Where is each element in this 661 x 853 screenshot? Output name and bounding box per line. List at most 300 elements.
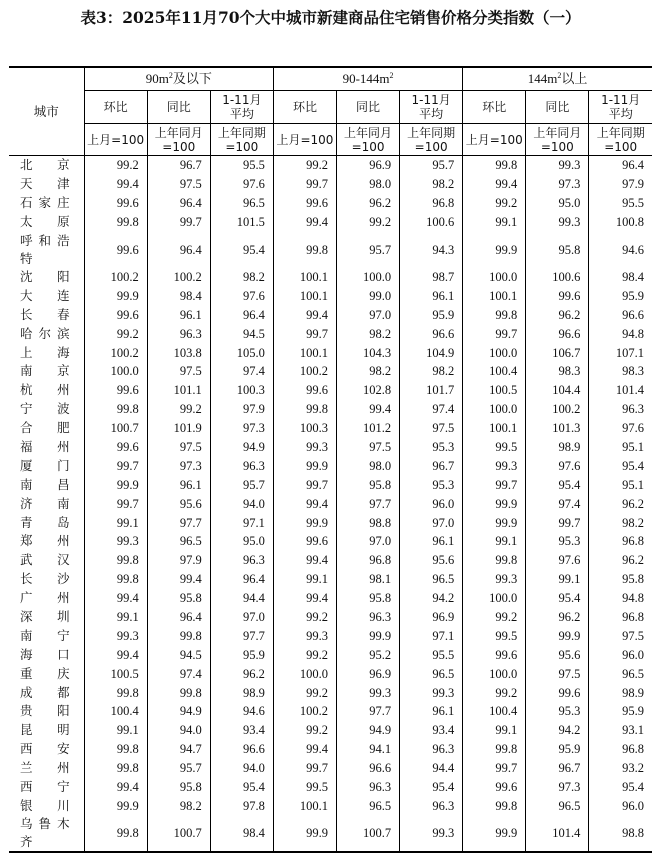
index-value: 100.2: [84, 268, 147, 287]
table-row: [9, 232, 652, 268]
index-value: 97.3: [210, 419, 273, 438]
city-name: 西 安: [9, 740, 84, 759]
city-name: 武 汉: [9, 551, 84, 570]
index-value: 101.3: [526, 419, 589, 438]
index-value: 99.8: [84, 551, 147, 570]
index-value: 99.6: [463, 778, 526, 797]
base-last-year-period: [400, 124, 463, 156]
index-value: 99.9: [337, 626, 400, 645]
index-value: 96.6: [526, 324, 589, 343]
index-value: 99.1: [526, 570, 589, 589]
index-value: 99.2: [273, 608, 336, 627]
index-value: 94.0: [210, 759, 273, 778]
index-value: 98.8: [589, 815, 652, 852]
index-value: 99.9: [463, 232, 526, 268]
table-row: [9, 645, 652, 664]
index-value: 100.2: [526, 400, 589, 419]
index-value: 99.2: [273, 156, 336, 175]
index-value: 95.9: [589, 702, 652, 721]
index-value: 100.6: [400, 213, 463, 232]
index-value: 99.1: [84, 513, 147, 532]
index-value: 100.4: [84, 702, 147, 721]
index-value: 99.6: [84, 305, 147, 324]
index-value: 96.2: [526, 305, 589, 324]
index-value: 97.6: [589, 419, 652, 438]
index-value: 100.0: [463, 664, 526, 683]
city-name: 天 津: [9, 175, 84, 194]
index-value: 99.4: [84, 589, 147, 608]
city-name: 青 岛: [9, 513, 84, 532]
city-name: 济 南: [9, 494, 84, 513]
index-value: 95.8: [337, 589, 400, 608]
base-label-line: 上年同月: [154, 125, 203, 140]
table-row: [9, 570, 652, 589]
index-value: 103.8: [147, 343, 210, 362]
city-name: 海 口: [9, 645, 84, 664]
index-value: 97.9: [210, 400, 273, 419]
table-row: [9, 702, 652, 721]
index-value: 96.1: [400, 702, 463, 721]
index-value: 96.3: [147, 324, 210, 343]
ytd-avg-header: [400, 91, 463, 124]
index-value: 99.7: [526, 513, 589, 532]
index-value: 99.4: [273, 305, 336, 324]
index-value: 99.9: [273, 815, 336, 852]
index-value: 99.3: [84, 532, 147, 551]
index-value: 100.3: [210, 381, 273, 400]
index-value: 95.0: [210, 532, 273, 551]
group-header-90-below: [84, 67, 273, 91]
index-value: 96.8: [400, 194, 463, 213]
base-label-line: 上年同月: [533, 125, 582, 140]
index-value: 94.9: [210, 438, 273, 457]
group-label: 90-144m: [342, 71, 390, 86]
index-value: 94.5: [147, 645, 210, 664]
city-name: 杭 州: [9, 381, 84, 400]
table-row: [9, 343, 652, 362]
index-value: 98.9: [589, 683, 652, 702]
index-value: 96.2: [210, 664, 273, 683]
index-value: 101.4: [526, 815, 589, 852]
index-value: 98.2: [400, 175, 463, 194]
index-value: 100.4: [463, 702, 526, 721]
index-value: 99.3: [337, 683, 400, 702]
index-value: 94.4: [400, 759, 463, 778]
index-value: 97.9: [147, 551, 210, 570]
city-name: 成 都: [9, 683, 84, 702]
index-value: 96.7: [400, 456, 463, 475]
index-value: 104.3: [337, 343, 400, 362]
index-value: 101.2: [337, 419, 400, 438]
header-row-sublabels: [9, 91, 652, 124]
index-value: 100.2: [84, 343, 147, 362]
index-value: 100.2: [273, 362, 336, 381]
index-value: 98.2: [589, 513, 652, 532]
index-value: 99.6: [84, 381, 147, 400]
group-suffix: 及以下: [172, 71, 212, 86]
index-value: 99.3: [273, 438, 336, 457]
index-value: 96.3: [589, 400, 652, 419]
index-value: 99.8: [84, 570, 147, 589]
table-row: [9, 362, 652, 381]
index-value: 100.1: [273, 797, 336, 816]
index-value: 99.6: [463, 645, 526, 664]
base-label-line: 上年同期: [407, 125, 456, 140]
index-value: 99.0: [337, 286, 400, 305]
city-name: 北 京: [9, 156, 84, 175]
base-label-line: 上年同期: [217, 125, 266, 140]
index-value: 96.5: [337, 797, 400, 816]
ytd-avg-header: [210, 91, 273, 124]
index-value: 96.6: [337, 759, 400, 778]
index-value: 97.4: [210, 362, 273, 381]
index-value: 98.2: [337, 324, 400, 343]
index-value: 97.5: [147, 175, 210, 194]
index-value: 104.9: [400, 343, 463, 362]
header-label-line: 同比: [545, 100, 570, 114]
table-row: [9, 381, 652, 400]
index-value: 97.0: [210, 608, 273, 627]
index-value: 100.2: [147, 268, 210, 287]
index-value: 99.8: [273, 400, 336, 419]
index-value: 97.7: [210, 626, 273, 645]
index-value: 99.9: [463, 494, 526, 513]
index-value: 96.8: [589, 608, 652, 627]
index-value: 97.5: [337, 438, 400, 457]
index-value: 94.6: [589, 232, 652, 268]
index-value: 96.7: [147, 156, 210, 175]
index-value: 96.3: [210, 456, 273, 475]
table-row: [9, 532, 652, 551]
index-value: 102.8: [337, 381, 400, 400]
index-value: 96.5: [589, 664, 652, 683]
index-value: 95.7: [147, 759, 210, 778]
index-value: 96.5: [400, 570, 463, 589]
index-value: 99.1: [84, 608, 147, 627]
group-header-144-above: [463, 67, 652, 91]
city-name: 南 昌: [9, 475, 84, 494]
index-value: 99.6: [84, 232, 147, 268]
base-label-line: 上月=100: [87, 132, 145, 147]
index-value: 100.0: [463, 268, 526, 287]
index-value: 100.5: [84, 664, 147, 683]
index-value: 99.6: [84, 438, 147, 457]
city-name: 南 京: [9, 362, 84, 381]
table-title: 表3：2025年11月70个大中城市新建商品住宅销售价格分类指数（一）: [80, 8, 581, 27]
index-value: 99.1: [84, 721, 147, 740]
index-value: 97.0: [337, 305, 400, 324]
index-value: 96.1: [147, 475, 210, 494]
index-value: 98.1: [337, 570, 400, 589]
index-value: 97.9: [589, 175, 652, 194]
index-value: 99.7: [273, 475, 336, 494]
index-value: 99.4: [84, 645, 147, 664]
index-value: 98.8: [337, 513, 400, 532]
header-label-line: 环比: [292, 100, 317, 114]
index-value: 94.1: [337, 740, 400, 759]
index-value: 101.5: [210, 213, 273, 232]
index-value: 99.9: [463, 513, 526, 532]
index-value: 99.3: [526, 156, 589, 175]
base-label-line: 上年同月: [344, 125, 393, 140]
header-label-line: 1-11月: [601, 93, 641, 107]
index-value: 97.5: [400, 419, 463, 438]
index-value: 99.8: [84, 759, 147, 778]
table-row: [9, 175, 652, 194]
index-value: 99.4: [84, 778, 147, 797]
index-value: 99.6: [526, 286, 589, 305]
index-value: 99.7: [273, 175, 336, 194]
base-last-year-month: [526, 124, 589, 156]
index-value: 100.0: [273, 664, 336, 683]
index-value: 99.2: [337, 213, 400, 232]
index-value: 96.2: [589, 551, 652, 570]
index-value: 100.1: [273, 286, 336, 305]
index-value: 97.3: [147, 456, 210, 475]
index-value: 97.5: [147, 362, 210, 381]
table-row: [9, 683, 652, 702]
base-label-line: 上月=100: [465, 132, 523, 147]
index-value: 99.3: [526, 213, 589, 232]
index-value: 99.4: [273, 494, 336, 513]
index-value: 99.8: [463, 156, 526, 175]
header-label-line: 平均: [419, 107, 444, 121]
index-value: 105.0: [210, 343, 273, 362]
index-value: 95.1: [589, 475, 652, 494]
index-value: 99.2: [463, 683, 526, 702]
index-value: 96.4: [147, 232, 210, 268]
index-value: 99.4: [463, 175, 526, 194]
index-value: 94.0: [147, 721, 210, 740]
index-value: 93.2: [589, 759, 652, 778]
city-name: 哈 尔 滨: [9, 324, 84, 343]
mom-header: [84, 91, 147, 124]
index-value: 100.5: [463, 381, 526, 400]
city-name: 上 海: [9, 343, 84, 362]
base-label-line: =100: [162, 139, 196, 154]
index-value: 95.4: [210, 232, 273, 268]
city-name: 石 家 庄: [9, 194, 84, 213]
table-row: [9, 286, 652, 305]
index-value: 101.1: [147, 381, 210, 400]
index-value: 99.8: [84, 815, 147, 852]
group-label: 90m: [145, 71, 169, 86]
table-row: [9, 156, 652, 175]
index-value: 95.7: [210, 475, 273, 494]
index-value: 99.8: [463, 797, 526, 816]
index-value: 99.2: [84, 324, 147, 343]
city-name: 贵 阳: [9, 702, 84, 721]
city-name: 福 州: [9, 438, 84, 457]
index-value: 96.4: [210, 305, 273, 324]
index-value: 99.8: [84, 400, 147, 419]
index-value: 99.3: [400, 683, 463, 702]
city-name: 宁 波: [9, 400, 84, 419]
index-value: 94.2: [400, 589, 463, 608]
city-name: 广 州: [9, 589, 84, 608]
index-value: 99.6: [273, 194, 336, 213]
index-value: 98.9: [526, 438, 589, 457]
index-value: 96.3: [337, 778, 400, 797]
index-value: 99.6: [273, 381, 336, 400]
index-value: 96.1: [400, 286, 463, 305]
table-row: [9, 494, 652, 513]
header-label-line: 平均: [229, 107, 254, 121]
index-value: 95.5: [589, 194, 652, 213]
index-value: 100.0: [463, 400, 526, 419]
table-row: [9, 778, 652, 797]
header-label-line: 1-11月: [222, 93, 262, 107]
index-value: 96.7: [526, 759, 589, 778]
index-value: 96.1: [400, 532, 463, 551]
index-value: 99.2: [273, 683, 336, 702]
base-label-line: 上年同期: [596, 125, 645, 140]
index-value: 95.6: [526, 645, 589, 664]
city-name: 呼和浩特: [9, 232, 84, 268]
index-value: 99.9: [463, 815, 526, 852]
city-name: 合 肥: [9, 419, 84, 438]
index-value: 96.2: [589, 494, 652, 513]
index-value: 98.0: [337, 456, 400, 475]
index-value: 96.0: [589, 797, 652, 816]
index-value: 96.4: [589, 156, 652, 175]
base-last-month: [463, 124, 526, 156]
index-value: 96.5: [147, 532, 210, 551]
index-value: 96.1: [147, 305, 210, 324]
index-value: 94.4: [210, 589, 273, 608]
index-value: 97.7: [337, 494, 400, 513]
index-value: 99.7: [273, 324, 336, 343]
index-value: 99.8: [84, 213, 147, 232]
index-value: 97.3: [526, 175, 589, 194]
header-label-line: 环比: [103, 100, 128, 114]
base-label-line: =100: [351, 139, 385, 154]
index-value: 94.8: [589, 324, 652, 343]
index-value: 101.9: [147, 419, 210, 438]
base-last-month: [84, 124, 147, 156]
index-value: 96.0: [400, 494, 463, 513]
index-value: 100.7: [337, 815, 400, 852]
index-value: 96.5: [400, 664, 463, 683]
index-value: 99.5: [463, 626, 526, 645]
city-name: 重 庆: [9, 664, 84, 683]
index-value: 96.6: [400, 324, 463, 343]
index-value: 100.1: [463, 286, 526, 305]
index-value: 94.9: [337, 721, 400, 740]
index-value: 95.5: [210, 156, 273, 175]
index-value: 98.2: [400, 362, 463, 381]
index-value: 99.8: [463, 305, 526, 324]
index-value: 99.7: [84, 456, 147, 475]
index-value: 95.8: [337, 475, 400, 494]
index-value: 95.4: [400, 778, 463, 797]
index-value: 98.7: [400, 268, 463, 287]
index-value: 97.6: [526, 456, 589, 475]
base-last-month: [273, 124, 336, 156]
index-value: 98.2: [210, 268, 273, 287]
mom-header: [273, 91, 336, 124]
index-value: 93.1: [589, 721, 652, 740]
index-value: 97.5: [147, 438, 210, 457]
header-row-bases: [9, 124, 652, 156]
index-value: 99.8: [147, 626, 210, 645]
city-name: 乌鲁木齐: [9, 815, 84, 852]
index-value: 95.9: [210, 645, 273, 664]
index-value: 99.3: [463, 570, 526, 589]
index-value: 99.1: [463, 213, 526, 232]
index-value: 100.0: [84, 362, 147, 381]
index-value: 100.1: [463, 419, 526, 438]
table-body: [9, 156, 652, 853]
index-value: 96.0: [589, 645, 652, 664]
index-value: 97.1: [400, 626, 463, 645]
table-row: [9, 268, 652, 287]
city-name: 银 川: [9, 797, 84, 816]
index-value: 97.6: [526, 551, 589, 570]
index-value: 100.0: [337, 268, 400, 287]
index-value: 95.7: [337, 232, 400, 268]
index-value: 95.3: [526, 702, 589, 721]
index-value: 96.8: [589, 740, 652, 759]
index-value: 95.6: [400, 551, 463, 570]
index-value: 99.4: [273, 213, 336, 232]
city-name: 郑 州: [9, 532, 84, 551]
index-value: 99.8: [463, 551, 526, 570]
group-suffix: 以上: [561, 71, 588, 86]
index-value: 95.3: [526, 532, 589, 551]
yoy-header: [147, 91, 210, 124]
index-value: 99.1: [463, 532, 526, 551]
index-value: 96.6: [210, 740, 273, 759]
index-value: 99.1: [273, 570, 336, 589]
index-value: 96.3: [337, 608, 400, 627]
index-value: 98.4: [210, 815, 273, 852]
index-value: 96.8: [337, 551, 400, 570]
index-value: 95.9: [589, 286, 652, 305]
table-row: [9, 664, 652, 683]
index-value: 101.4: [589, 381, 652, 400]
table-row: [9, 721, 652, 740]
index-value: 99.6: [84, 194, 147, 213]
index-value: 95.1: [589, 438, 652, 457]
index-value: 99.4: [84, 175, 147, 194]
base-last-year-month: [337, 124, 400, 156]
index-value: 95.8: [147, 589, 210, 608]
table-row: [9, 589, 652, 608]
table-row: [9, 400, 652, 419]
index-value: 101.7: [400, 381, 463, 400]
index-value: 98.4: [147, 286, 210, 305]
index-value: 99.4: [273, 589, 336, 608]
header-label-line: 1-11月: [411, 93, 451, 107]
index-value: 99.1: [463, 721, 526, 740]
index-value: 95.4: [210, 778, 273, 797]
index-value: 100.7: [147, 815, 210, 852]
index-value: 94.3: [400, 232, 463, 268]
index-value: 100.1: [273, 343, 336, 362]
city-name: 长 沙: [9, 570, 84, 589]
yoy-header: [526, 91, 589, 124]
city-name: 兰 州: [9, 759, 84, 778]
index-value: 96.6: [589, 305, 652, 324]
index-value: 100.2: [273, 702, 336, 721]
index-value: 99.8: [463, 740, 526, 759]
index-value: 97.0: [337, 532, 400, 551]
index-value: 95.0: [526, 194, 589, 213]
table-row: [9, 475, 652, 494]
index-value: 96.3: [400, 740, 463, 759]
table-row: [9, 740, 652, 759]
